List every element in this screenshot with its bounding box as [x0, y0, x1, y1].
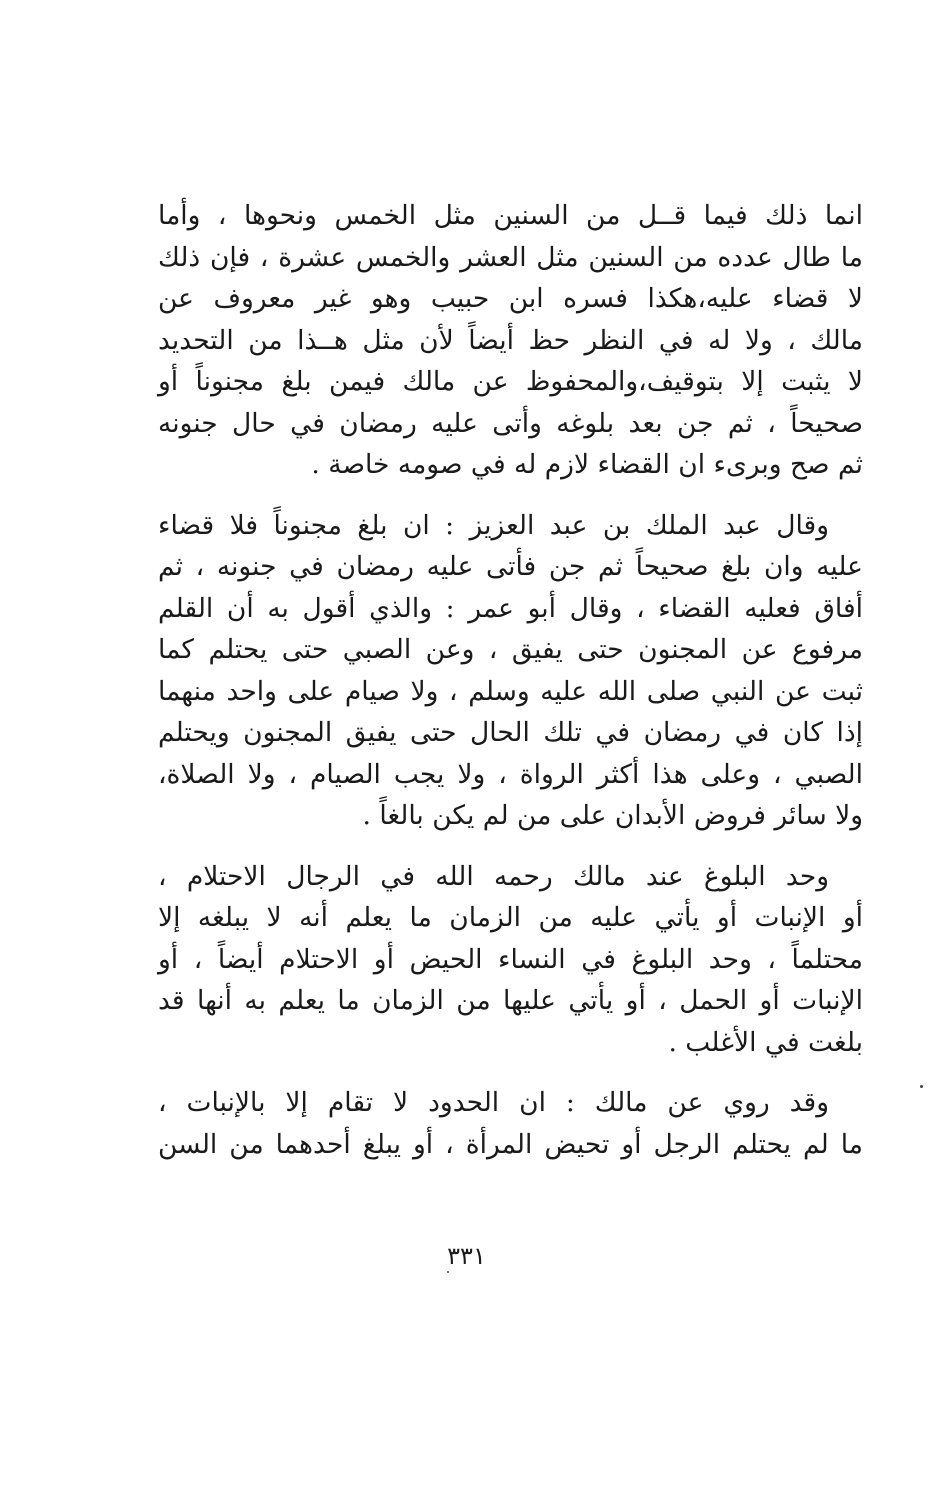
text-line: ما لم يحتلم الرجل أو تحيض المرأة ، أو يبلغ أحدهما من السن [158, 1128, 863, 1160]
text-line: ما طال عدده من السنين مثل العشر والخمس عشرة ، فإن ذلك [158, 241, 863, 273]
text-line: ثبت عن النبي صلى الله عليه وسلم ، ولا صيام على واحد منهما [158, 675, 863, 707]
text-line: الصبي ، وعلى هذا أكثر الرواة ، ولا يجب الصيام ، ولا الصلاة، [158, 758, 863, 790]
text-line: مرفوع عن المجنون حتى يفيق ، وعن الصبي حتى يحتلم كما [158, 634, 863, 665]
text-line: لا قضاء عليه،هكذا فسره ابن حبيب وهو غير معروف عن [158, 283, 863, 314]
text-line: وقد روي عن مالك : ان الحدود لا تقام إلا بالإنبات ، [158, 1087, 829, 1118]
text-line: انما ذلك فيما قــل من السنين مثل الخمس ونحوها ، وأما [158, 200, 863, 231]
text-line: أفاق فعليه القضاء ، وقال أبو عمر : والذي أقول به أن القلم [158, 592, 863, 624]
text-line: صحيحاً ، ثم جن بعد بلوغه وأتى عليه رمضان في حال جنونه [158, 407, 863, 439]
page-number: ٣٣١ [447, 1242, 486, 1270]
text-line: وحد البلوغ عند مالك رحمه الله في الرجال الاحتلام ، [158, 860, 829, 892]
paragraph-4 [158, 1082, 863, 1165]
text-line: بلغت في الأغلب . [668, 1026, 863, 1058]
scan-speck [920, 1085, 923, 1088]
text-line: وقال عبد الملك بن عبد العزيز : ان بلغ مجنوناً فلا قضاء [158, 509, 829, 541]
body-text [158, 195, 863, 1184]
text-line: محتلماً ، وحد البلوغ في النساء الحيض أو الاحتلام أيضاً ، أو [158, 943, 863, 975]
text-line: ولا سائر فروض الأبدان على من لم يكن بالغاً . [362, 800, 863, 831]
paragraph-1 [158, 195, 863, 486]
scan-speck [447, 1271, 449, 1273]
text-line: مالك ، ولا له في النظر حظ أيضاً لأن مثل هــذا من التحديد [158, 324, 863, 356]
text-line: إذا كان في رمضان في تلك الحال حتى يفيق المجنون ويحتلم [158, 717, 863, 748]
text-line: لا يثبت إلا بتوقيف،والمحفوظ عن مالك فيمن بلغ مجنوناً أو [158, 366, 863, 397]
paragraph-3 [158, 856, 863, 1064]
text-line: عليه وان بلغ صحيحاً ثم جن فأتى عليه رمضان في جنونه ، ثم [158, 551, 863, 582]
text-line: أو الإنبات أو يأتي عليه من الزمان ما يعلم أنه لا يبلغه إلا [158, 902, 863, 933]
text-line: الإنبات أو الحمل ، أو يأتي عليها من الزمان ما يعلم به أنها قد [158, 985, 863, 1016]
paragraph-2 [158, 505, 863, 837]
text-line: ثم صح وبرىء ان القضاء لازم له في صومه خاصة . [311, 449, 863, 480]
